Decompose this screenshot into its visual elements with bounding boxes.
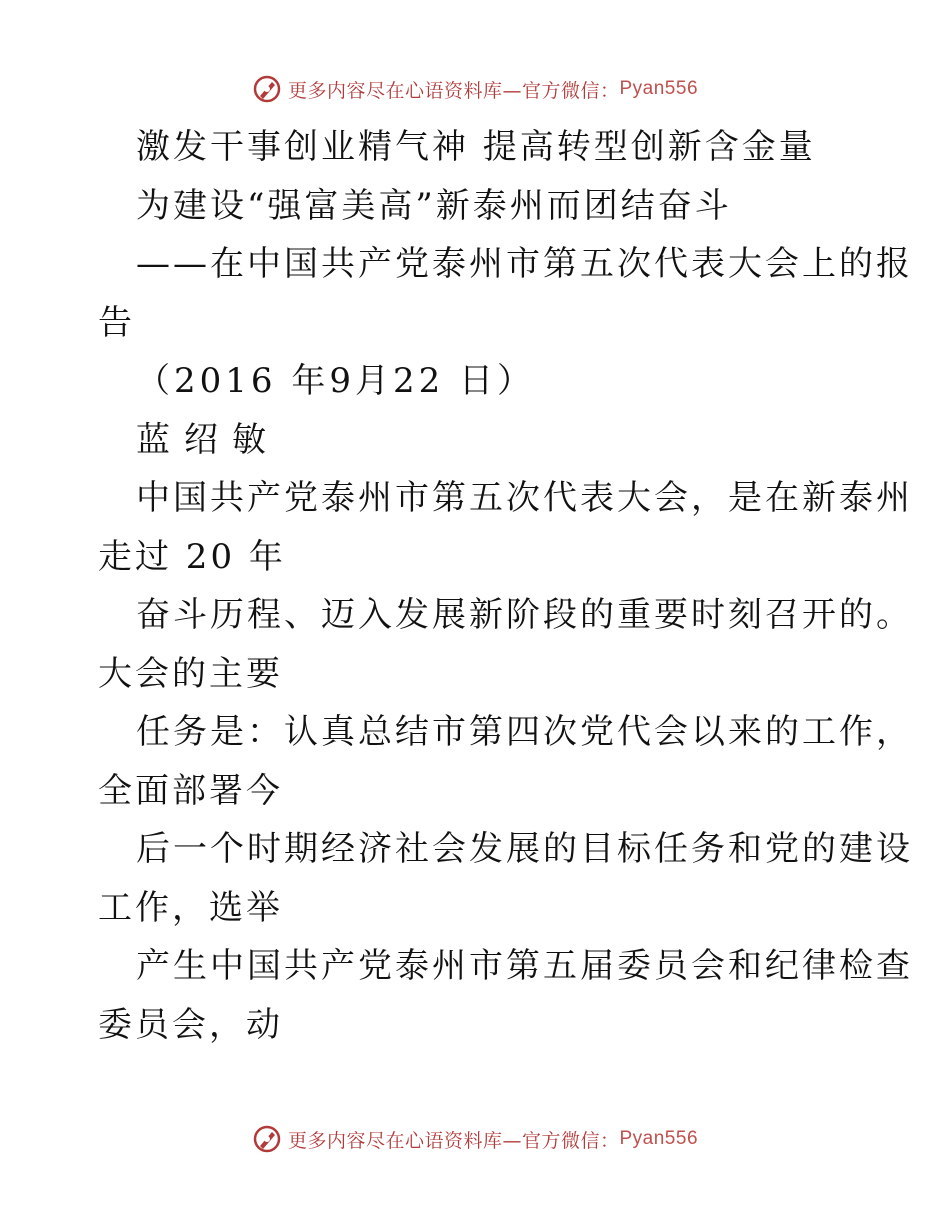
watermark-wechat-id: Pyan556	[619, 1128, 699, 1149]
paragraph-line: 走过 20 年	[98, 536, 286, 577]
paragraph-line: 产生中国共产党泰州市第五届委员会和纪律检查	[136, 946, 913, 986]
watermark-text: 更多内容尽在心语资料库—官方微信：	[287, 79, 620, 102]
subtitle-line-2: 告	[98, 302, 135, 343]
pen-logo-icon	[252, 74, 282, 104]
author-name: 蓝绍敏	[136, 419, 280, 460]
paragraph-line: 奋斗历程、迈入发展新阶段的重要时刻召开的。	[136, 595, 913, 635]
footer-watermark	[0, 1124, 950, 1154]
paragraph-line: 大会的主要	[98, 653, 283, 694]
paragraph-line: 工作，选举	[98, 887, 283, 928]
report-date: （2016 年9月22 日）	[136, 361, 536, 401]
subtitle-line-1: ——在中国共产党泰州市第五次代表大会上的报	[136, 244, 913, 284]
paragraph-line: 全面部署今	[98, 770, 283, 811]
document-body	[98, 118, 913, 1054]
watermark-wechat-id: Pyan556	[619, 78, 699, 99]
paragraph-line: 中国共产党泰州市第五次代表大会，是在新泰州	[136, 478, 913, 518]
title-line-2: 为建设“强富美高”新泰州而团结奋斗	[136, 185, 732, 226]
pen-logo-icon	[252, 1124, 282, 1154]
paragraph-line: 委员会，动	[98, 1004, 283, 1045]
header-watermark	[0, 74, 950, 104]
paragraph-line: 后一个时期经济社会发展的目标任务和党的建设	[136, 829, 913, 869]
watermark-text: 更多内容尽在心语资料库—官方微信：	[287, 1129, 620, 1152]
paragraph-line: 任务是：认真总结市第四次党代会以来的工作，	[136, 712, 913, 752]
title-line-1: 激发干事创业精气神 提高转型创新含金量	[136, 127, 816, 167]
